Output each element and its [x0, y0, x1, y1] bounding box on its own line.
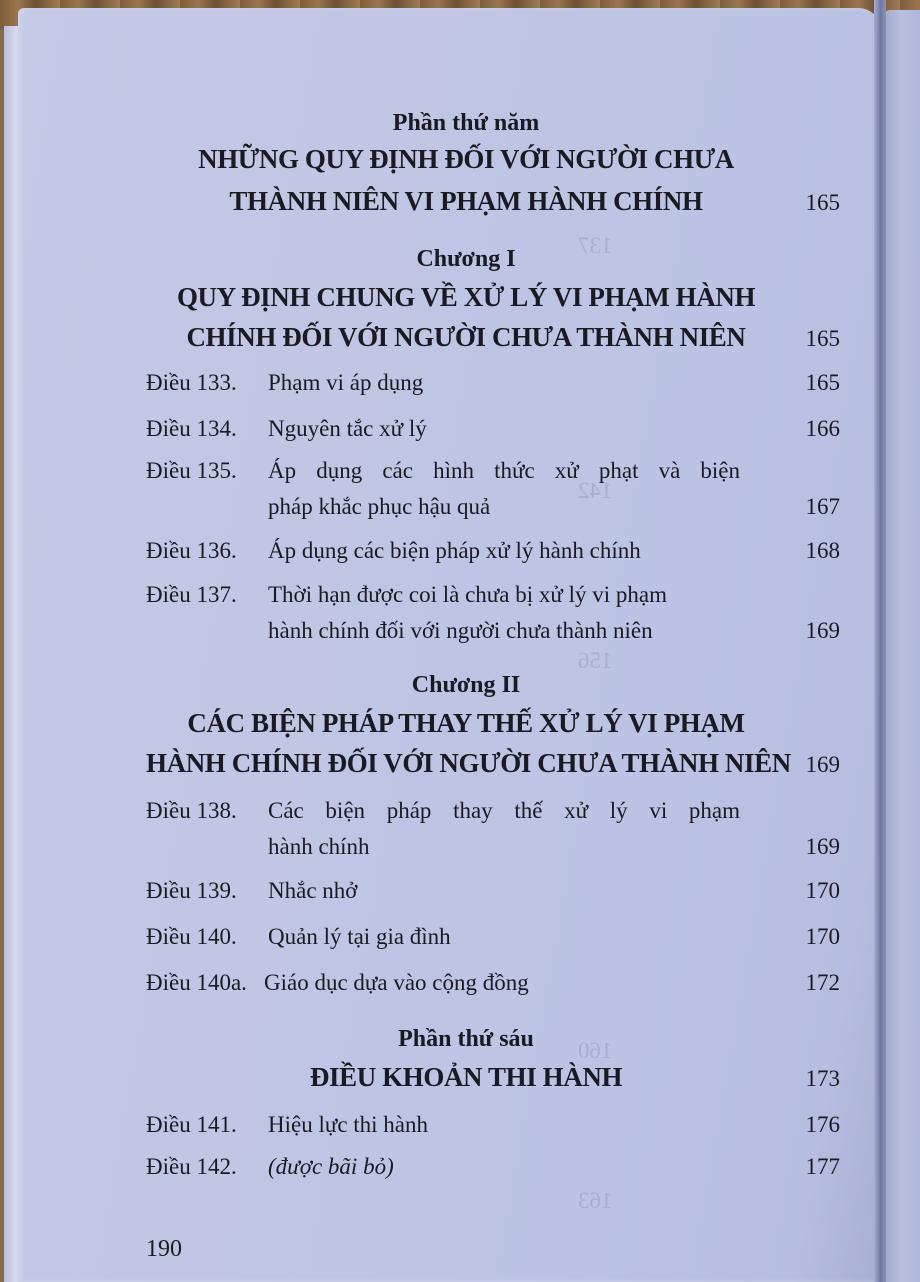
- article-title: Áp dụng các biện pháp xử lý hành chính: [268, 538, 641, 563]
- article-title: Quản lý tại gia đình: [268, 924, 451, 949]
- article-number: Điều 133.: [146, 370, 237, 395]
- show-through-text: 163: [578, 1188, 613, 1213]
- article-number: Điều 139.: [146, 878, 237, 903]
- article-title: Các biện pháp thay thế xử lý vi phạm: [268, 798, 740, 823]
- article-title: Hiệu lực thi hành: [268, 1112, 429, 1137]
- chapter-title-line: QUY ĐỊNH CHUNG VỀ XỬ LÝ VI PHẠM HÀNH: [176, 282, 756, 312]
- article-title-continuation: hành chính: [268, 834, 370, 859]
- page-ref: 165: [805, 370, 840, 395]
- article-number: Điều 137.: [146, 582, 237, 607]
- article-number: Điều 138.: [146, 798, 237, 823]
- article-number: Điều 140a.: [146, 970, 247, 995]
- article-number: Điều 136.: [146, 538, 237, 563]
- show-through-text: 156: [578, 648, 613, 673]
- article-title: Nguyên tắc xử lý: [268, 416, 427, 441]
- article-title: Thời hạn được coi là chưa bị xử lý vi phạm: [268, 582, 667, 607]
- article-title-continuation: pháp khắc phục hậu quả: [268, 494, 491, 519]
- part-label: Phần thứ năm: [392, 110, 540, 136]
- article-title: Phạm vi áp dụng: [268, 370, 424, 395]
- page-ref: 170: [805, 878, 840, 903]
- show-through-text: 160: [578, 1038, 613, 1063]
- chapter-title-line: HÀNH CHÍNH ĐỐI VỚI NGƯỜI CHƯA THÀNH NIÊN: [146, 748, 791, 778]
- page-ref: 165: [805, 190, 840, 215]
- part-title-line: ĐIỀU KHOẢN THI HÀNH: [309, 1062, 623, 1092]
- page-ref: 169: [805, 834, 840, 859]
- page-ref: 169: [805, 752, 840, 777]
- page-ref: 165: [805, 326, 840, 351]
- page-number: 190: [146, 1236, 182, 1262]
- chapter-label: Chương II: [411, 672, 521, 698]
- article-number: Điều 141.: [146, 1112, 237, 1137]
- page-ref: 176: [805, 1112, 840, 1137]
- page-ref: 170: [805, 924, 840, 949]
- show-through-text: 142: [578, 478, 613, 503]
- article-title: Áp dụng các hình thức xử phạt và biện: [268, 458, 740, 483]
- article-title: (được bãi bỏ): [268, 1154, 394, 1179]
- page-ref: 177: [805, 1154, 840, 1179]
- article-number: Điều 142.: [146, 1154, 237, 1179]
- page-ref: 168: [805, 538, 840, 563]
- next-page-edge: [884, 10, 920, 1282]
- page-ref: 172: [805, 970, 840, 995]
- article-title: Nhắc nhở: [268, 878, 358, 903]
- chapter-label: Chương I: [416, 246, 516, 272]
- part-title-line: THÀNH NIÊN VI PHẠM HÀNH CHÍNH: [229, 186, 703, 216]
- book-gutter: [874, 0, 886, 1282]
- page-ref: 167: [805, 494, 840, 519]
- chapter-title-line: CHÍNH ĐỐI VỚI NGƯỜI CHƯA THÀNH NIÊN: [186, 322, 746, 352]
- show-through-text: 137: [578, 233, 613, 258]
- article-title: Giáo dục dựa vào cộng đồng: [264, 970, 529, 995]
- part-title-line: NHỮNG QUY ĐỊNH ĐỐI VỚI NGƯỜI CHƯA: [198, 144, 734, 174]
- chapter-title-line: CÁC BIỆN PHÁP THAY THẾ XỬ LÝ VI PHẠM: [187, 708, 745, 738]
- page-ref: 173: [805, 1066, 840, 1091]
- article-number: Điều 135.: [146, 458, 237, 483]
- article-number: Điều 134.: [146, 416, 237, 441]
- article-title-continuation: hành chính đối với người chưa thành niên: [268, 618, 653, 643]
- page-ref: 166: [805, 416, 840, 441]
- part-label: Phần thứ sáu: [398, 1026, 534, 1052]
- page-ref: 169: [805, 618, 840, 643]
- article-number: Điều 140.: [146, 924, 237, 949]
